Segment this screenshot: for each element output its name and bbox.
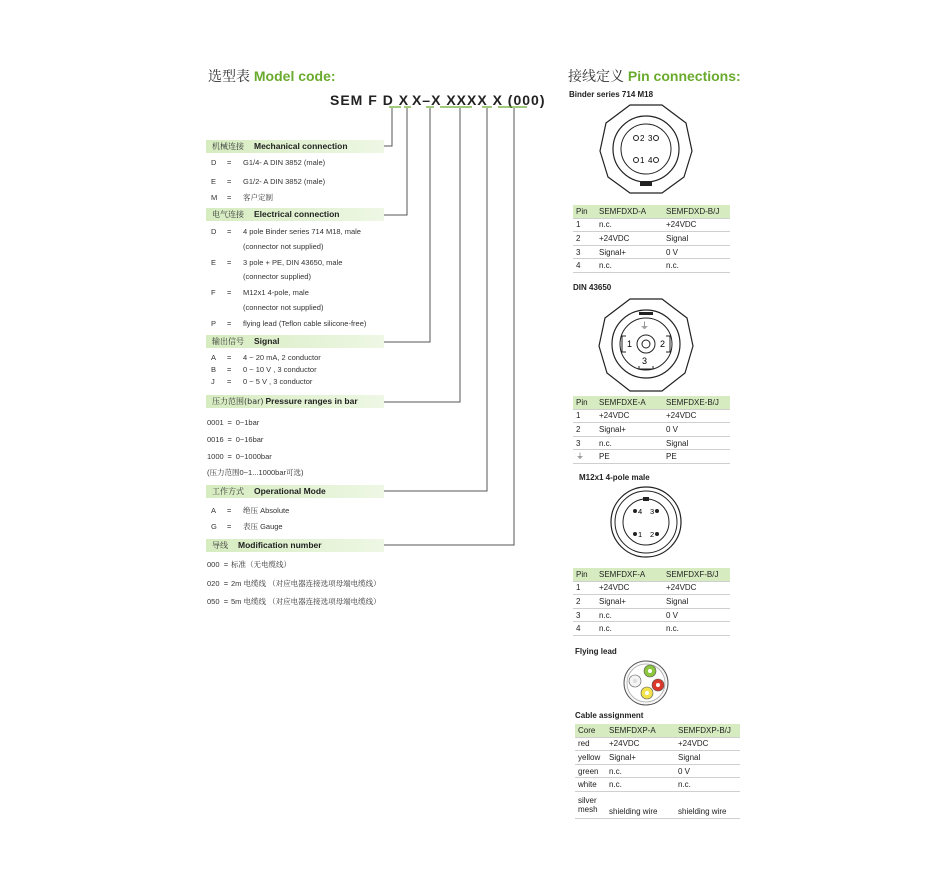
model-code-title-cn: 选型表 bbox=[208, 69, 250, 85]
table-row: red +24VDC +24VDC bbox=[575, 737, 740, 751]
option-row: 050 = 5m 电缆线 （对应电器连接选项母端电缆线） bbox=[207, 597, 381, 606]
option-row: E = G1/2- A DIN 3852 (male) bbox=[211, 177, 326, 186]
section-bar-operational-mode bbox=[206, 485, 384, 498]
cable-assignment-title: Cable assignment bbox=[575, 711, 644, 720]
section-cn-label: 压力范围(bar) bbox=[212, 397, 264, 406]
option-row: (connector not supplied) bbox=[243, 303, 324, 312]
connector-line bbox=[384, 108, 487, 491]
section-en-label: Mechanical connection bbox=[254, 141, 348, 151]
table-row: 3 n.c. 0 V bbox=[573, 608, 730, 622]
section-cn-label: 导线 bbox=[212, 541, 228, 550]
table-row: 4 n.c. n.c. bbox=[573, 622, 730, 636]
table-row: 1 n.c. +24VDC bbox=[573, 218, 730, 232]
section-en-label: Pressure ranges in bar bbox=[265, 396, 358, 406]
table-row: white n.c. n.c. bbox=[575, 778, 740, 792]
connector-line bbox=[384, 108, 514, 545]
option-row: J = 0 ~ 5 V , 3 conductor bbox=[211, 377, 313, 386]
code-part: XXXX bbox=[446, 92, 488, 108]
option-row: M = 客户定制 bbox=[211, 193, 273, 202]
table-row: ⏚ PE PE bbox=[573, 450, 730, 464]
pin-label: 3 bbox=[642, 356, 648, 366]
m12-connector-diagram bbox=[606, 484, 686, 560]
code-part: X bbox=[398, 92, 410, 108]
option-row: (压力范围0~1...1000bar可选) bbox=[207, 468, 304, 477]
section-en-label: Electrical connection bbox=[254, 209, 340, 219]
option-row: 0016 = 0~16bar bbox=[207, 435, 264, 444]
code-part: X bbox=[431, 92, 442, 108]
code-part: D bbox=[382, 92, 394, 108]
binder-title: Binder series 714 M18 bbox=[569, 90, 654, 99]
pin-label: 1 bbox=[627, 339, 633, 349]
pin-label: 1 bbox=[640, 156, 645, 165]
table-row: 2 Signal+ Signal bbox=[573, 595, 730, 609]
option-row: P = flying lead (Teflon cable silicone-free) bbox=[211, 319, 367, 328]
pin-label: 4 bbox=[638, 507, 643, 516]
cable-assignment-table: Core SEMFDXP-A SEMFDXP-B/J red +24VDC +24VDC yellow Signal+ Signal green n.c. 0 V white n.c. n.c. silver mesh shielding wire shielding wire bbox=[575, 724, 740, 819]
code-part: (000) bbox=[507, 92, 546, 108]
table-row: 2 Signal+ 0 V bbox=[573, 423, 730, 437]
code-part: F bbox=[368, 92, 378, 108]
option-row: 020 = 2m 电缆线 （对应电器连接选项母端电缆线） bbox=[207, 579, 381, 588]
option-row: D = G1/4- A DIN 3852 (male) bbox=[211, 158, 326, 167]
table-row: 1 +24VDC +24VDC bbox=[573, 581, 730, 595]
din-connector-diagram bbox=[596, 296, 696, 394]
section-bar-mechanical bbox=[206, 140, 384, 153]
option-row: B = 0 ~ 10 V , 3 conductor bbox=[211, 365, 317, 374]
connector-line bbox=[384, 108, 407, 215]
option-row: A = 4 ~ 20 mA, 2 conductor bbox=[211, 353, 321, 362]
din-pin-table: Pin SEMFDXE-A SEMFDXE-B/J 1 +24VDC +24VDC 2 Signal+ 0 V 3 n.c. Signal ⏚ PE PE bbox=[573, 396, 730, 464]
code-part: – bbox=[422, 92, 432, 108]
section-bar-modification bbox=[206, 539, 384, 552]
section-en-label: Operational Mode bbox=[254, 486, 326, 496]
flying-lead-title: Flying lead bbox=[575, 647, 617, 656]
option-row: A = 绝压 Absolute bbox=[211, 506, 290, 515]
section-en-label: Modification number bbox=[238, 540, 322, 550]
option-row: F = M12x1 4-pole, male bbox=[211, 288, 309, 297]
section-cn-label: 输出信号 bbox=[212, 337, 244, 346]
section-cn-label: 电气连接 bbox=[212, 210, 244, 219]
option-row: 1000 = 0~1000bar bbox=[207, 452, 272, 461]
pin-title-cn: 接线定义 bbox=[568, 69, 624, 85]
section-bar-electrical bbox=[206, 208, 384, 221]
connector-line bbox=[384, 108, 392, 146]
pin-title-en: Pin connections: bbox=[627, 68, 741, 84]
table-row: green n.c. 0 V bbox=[575, 764, 740, 778]
table-row: 3 Signal+ 0 V bbox=[573, 245, 730, 259]
section-bar-signal bbox=[206, 335, 384, 348]
model-code-title-en: Model code: bbox=[253, 68, 336, 84]
pin-label: 1 bbox=[638, 530, 643, 539]
m12-title: M12x1 4-pole male bbox=[579, 473, 650, 482]
pin-connections-title bbox=[568, 66, 741, 86]
binder-connector-diagram bbox=[596, 101, 696, 197]
pin-label: 2 bbox=[660, 339, 666, 349]
code-part: X bbox=[411, 92, 423, 108]
svg-text:⏚: ⏚ bbox=[640, 322, 650, 332]
table-row: 3 n.c. Signal bbox=[573, 436, 730, 450]
section-en-label: Signal bbox=[254, 336, 280, 346]
pin-label: 4 bbox=[648, 156, 653, 165]
section-bar-pressure bbox=[206, 395, 384, 408]
code-part: SEM bbox=[330, 92, 364, 108]
binder-pin-table: Pin SEMFDXD-A SEMFDXD-B/J 1 n.c. +24VDC 2 +24VDC Signal 3 Signal+ 0 V 4 n.c. n.c. bbox=[573, 205, 730, 273]
option-row: 000 = 标准（无电缆线） bbox=[207, 560, 291, 569]
section-cn-label: 机械连接 bbox=[212, 142, 244, 151]
table-row: yellow Signal+ Signal bbox=[575, 751, 740, 765]
din-title: DIN 43650 bbox=[573, 283, 612, 292]
table-row: 4 n.c. n.c. bbox=[573, 259, 730, 273]
table-row: silver mesh shielding wire shielding wire bbox=[575, 791, 740, 818]
pin-label: 2 bbox=[640, 134, 645, 143]
table-row: 1 +24VDC +24VDC bbox=[573, 409, 730, 423]
pin-label: 3 bbox=[648, 134, 653, 143]
option-row: D = 4 pole Binder series 714 M18, male bbox=[211, 227, 361, 236]
option-row: (connector supplied) bbox=[243, 272, 311, 281]
option-row: (connector not supplied) bbox=[243, 242, 324, 251]
option-row: G = 表压 Gauge bbox=[211, 522, 283, 531]
pin-label: 3 bbox=[650, 507, 655, 516]
connector-line bbox=[384, 108, 460, 402]
section-cn-label: 工作方式 bbox=[212, 487, 244, 496]
table-row: 2 +24VDC Signal bbox=[573, 232, 730, 246]
option-row: 0001 = 0~1bar bbox=[207, 418, 260, 427]
m12-pin-table: Pin SEMFDXF-A SEMFDXF-B/J 1 +24VDC +24VDC 2 Signal+ Signal 3 n.c. 0 V 4 n.c. n.c. bbox=[573, 568, 730, 636]
code-part: X bbox=[492, 92, 503, 108]
pin-label: 2 bbox=[650, 530, 655, 539]
option-row: E = 3 pole + PE, DIN 43650, male bbox=[211, 258, 343, 267]
flying-lead-cable-diagram bbox=[620, 659, 672, 707]
